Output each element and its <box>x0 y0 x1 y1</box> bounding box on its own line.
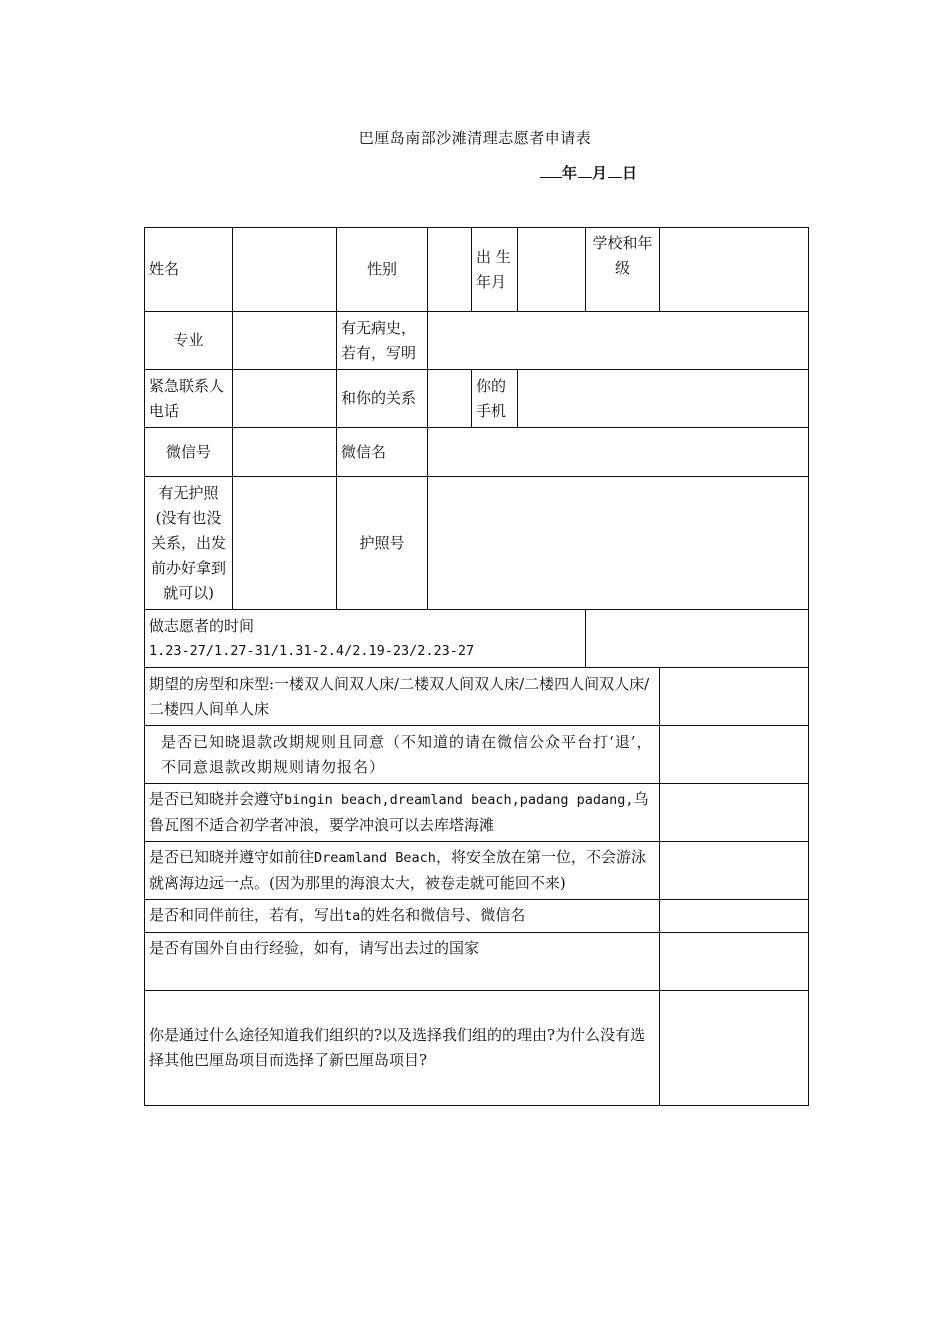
companion-field[interactable] <box>660 900 809 933</box>
row-travel-experience <box>145 933 809 991</box>
travel-field[interactable] <box>660 933 809 991</box>
dreamland-question-part2: ，将安全放在第一位，不会游泳就离海边远一点。(因为那里的海浪太大，被卷走就可能回不来) <box>149 848 646 892</box>
wechat-id-field[interactable] <box>233 428 337 477</box>
name-field[interactable] <box>233 228 337 312</box>
relation-label: 和你的关系 <box>337 370 428 428</box>
major-label: 专业 <box>145 312 233 370</box>
school-label-line2: 级 <box>614 259 630 277</box>
passport-have-label <box>145 477 233 610</box>
birth-label <box>472 228 518 312</box>
row-companion <box>145 900 809 933</box>
medical-label-line1: 有无病史， <box>341 318 417 337</box>
school-label <box>586 228 660 312</box>
volunteer-time-label <box>145 610 586 668</box>
wechat-id-label: 微信号 <box>145 428 233 477</box>
row-room-type <box>145 668 809 726</box>
row-source-reason <box>145 991 809 1106</box>
medical-field[interactable] <box>428 312 809 370</box>
passport-line-1: 有无护照 <box>158 483 219 502</box>
school-field[interactable] <box>660 228 809 312</box>
day-blank[interactable] <box>608 163 622 178</box>
medical-label <box>337 312 428 370</box>
passport-line-2: (没有也没 <box>155 508 222 527</box>
day-label: 日 <box>622 164 639 182</box>
phone-field[interactable] <box>518 370 809 428</box>
room-type-question: 期望的房型和床型:一楼双人间双人床/二楼双人间双人床/二楼四人间双人床/二楼四人间单人床 <box>145 668 660 726</box>
volunteer-time-options: 1.23-27/1.27-31/1.31-2.4/2.19-23/2.23-27 <box>149 642 475 659</box>
row-surf-spots <box>145 784 809 842</box>
surf-question-part1: 是否已知晓并会遵守 <box>149 790 285 808</box>
birth-label-line2: 年月 <box>476 272 507 291</box>
dreamland-field[interactable] <box>660 842 809 900</box>
emergency-field[interactable] <box>233 370 337 428</box>
dreamland-question-part1: 是否已知晓并遵守如前往 <box>149 848 315 866</box>
row-wechat <box>145 428 809 477</box>
year-label: 年 <box>562 164 579 182</box>
passport-have-field[interactable] <box>233 477 337 610</box>
emergency-label-line1: 紧急联系人 <box>149 376 225 395</box>
gender-label: 性别 <box>337 228 428 312</box>
room-type-field[interactable] <box>660 668 809 726</box>
dreamland-question <box>145 842 660 900</box>
month-blank[interactable] <box>578 163 592 178</box>
emergency-label <box>145 370 233 428</box>
phone-label-line2: 手机 <box>476 401 507 420</box>
wechat-name-field[interactable] <box>428 428 809 477</box>
wechat-name-label: 微信名 <box>337 428 428 477</box>
row-major-medical <box>145 312 809 370</box>
major-field[interactable] <box>233 312 337 370</box>
application-form-table <box>144 227 809 1106</box>
travel-question: 是否有国外自由行经验，如有，请写出去过的国家 <box>145 933 660 991</box>
source-question: 你是通过什么途径知道我们组织的?以及选择我们组的的理由?为什么没有选择其他巴厘岛项目而选择了新巴厘岛项目? <box>145 991 660 1106</box>
passport-line-3: 关系，出发 <box>150 533 226 552</box>
passport-line-5: 就可以) <box>163 583 214 602</box>
companion-question <box>145 900 660 933</box>
surf-question-part2: 乌鲁瓦图不适合初学者冲浪，要学冲浪可以去库塔海滩 <box>149 790 649 834</box>
companion-question-part1: 是否和同伴前往，若有，写出 <box>149 906 345 924</box>
school-label-line1: 学校和年 <box>592 234 653 252</box>
surf-question <box>145 784 660 842</box>
row-dreamland-safety <box>145 842 809 900</box>
birth-field[interactable] <box>518 228 586 312</box>
refund-field[interactable] <box>660 726 809 784</box>
name-label: 姓名 <box>145 228 233 312</box>
row-emergency-contact <box>145 370 809 428</box>
companion-question-latin: ta <box>344 908 361 924</box>
passport-no-label: 护照号 <box>337 477 428 610</box>
refund-question: 是否已知晓退款改期规则且同意（不知道的请在微信公众平台打‘退’，不同意退款改期规则请勿报名） <box>145 726 660 784</box>
phone-label <box>472 370 518 428</box>
passport-line-4: 前办好拿到 <box>150 558 226 577</box>
surf-field[interactable] <box>660 784 809 842</box>
volunteer-time-field[interactable] <box>586 610 809 668</box>
row-basic-info <box>145 228 809 312</box>
medical-label-line2: 若有，写明 <box>341 343 417 362</box>
emergency-label-line2: 电话 <box>149 401 180 420</box>
passport-no-field[interactable] <box>428 477 809 610</box>
gender-field[interactable] <box>428 228 472 312</box>
phone-label-line1: 你的 <box>476 376 507 395</box>
volunteer-time-title: 做志愿者的时间 <box>149 616 255 635</box>
relation-field[interactable] <box>428 370 472 428</box>
form-title: 巴厘岛南部沙滩清理志愿者申请表 <box>358 129 592 147</box>
month-label: 月 <box>592 164 609 182</box>
year-blank[interactable] <box>540 163 562 178</box>
row-passport <box>145 477 809 610</box>
source-field[interactable] <box>660 991 809 1106</box>
row-volunteer-time <box>145 610 809 668</box>
row-refund-rules <box>145 726 809 784</box>
birth-label-line1: 出 生 <box>476 247 511 266</box>
date-line <box>540 162 638 183</box>
surf-question-latin: bingin beach,dreamland beach,padang padang, <box>284 792 634 808</box>
companion-question-part2: 的姓名和微信号、微信名 <box>360 906 526 924</box>
dreamland-question-latin: Dreamland Beach <box>314 850 436 866</box>
